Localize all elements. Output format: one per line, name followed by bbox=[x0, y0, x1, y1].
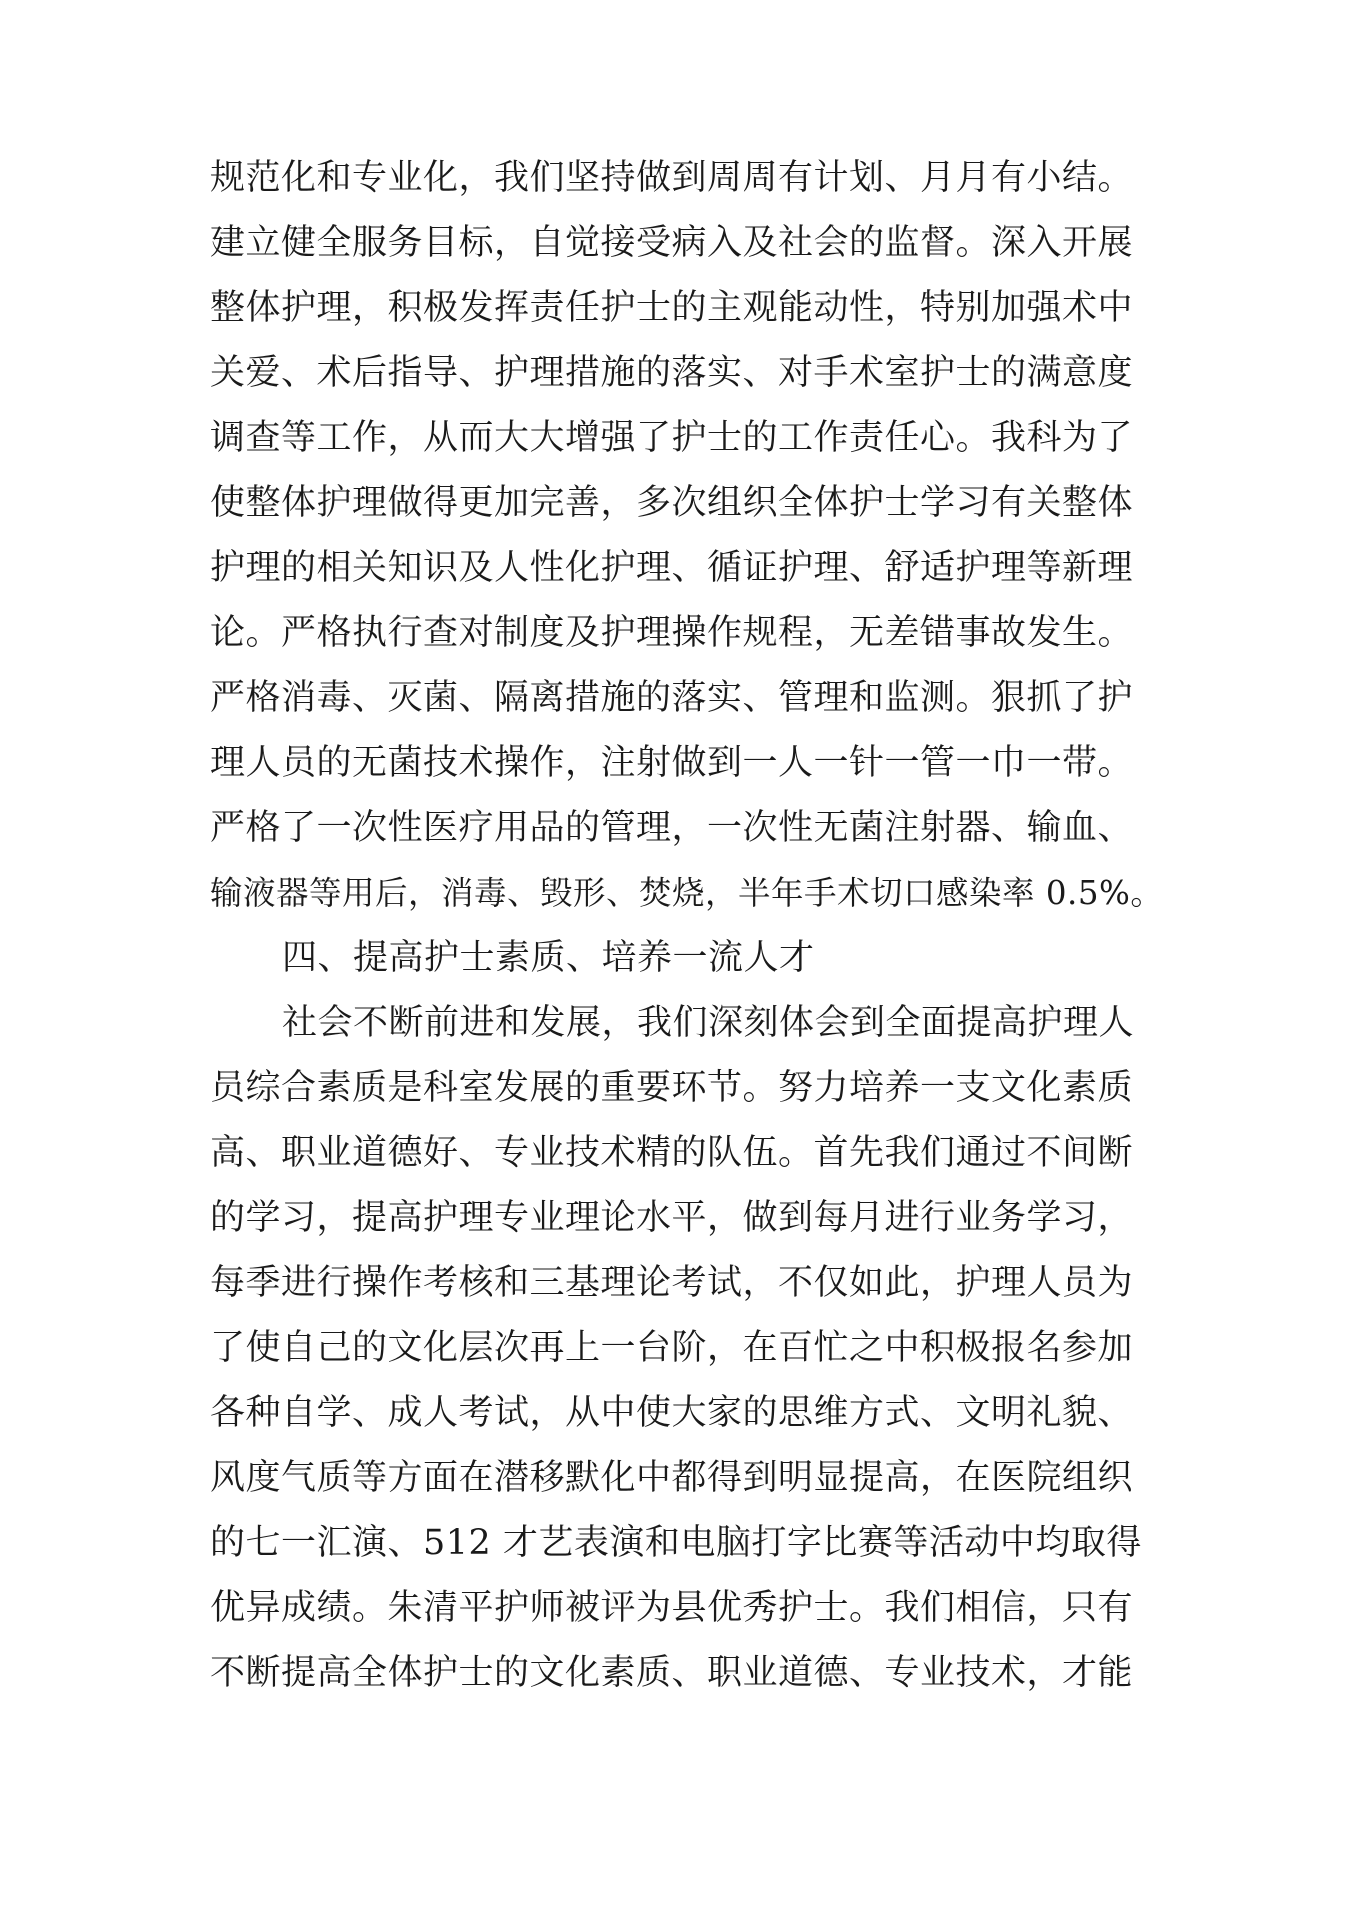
text-line: 规范化和专业化，我们坚持做到周周有计划、月月有小结。 bbox=[210, 158, 1134, 198]
text-line: 员综合素质是科室发展的重要环节。努力培养一支文化素质 bbox=[210, 1068, 1134, 1108]
text-line: 优异成绩。朱清平护师被评为县优秀护士。我们相信，只有 bbox=[210, 1588, 1134, 1628]
text-line: 护理的相关知识及人性化护理、循证护理、舒适护理等新理 bbox=[210, 548, 1134, 588]
text-line: 各种自学、成人考试，从中使大家的思维方式、文明礼貌、 bbox=[210, 1393, 1134, 1433]
text-line: 风度气质等方面在潜移默化中都得到明显提高，在医院组织 bbox=[210, 1458, 1134, 1498]
text-line: 整体护理，积极发挥责任护士的主观能动性，特别加强术中 bbox=[210, 288, 1134, 328]
text-line: 高、职业道德好、专业技术精的队伍。首先我们通过不间断 bbox=[210, 1133, 1134, 1173]
text-line: 四、提高护士素质、培养一流人才 bbox=[282, 938, 815, 978]
text-line: 严格了一次性医疗用品的管理，一次性无菌注射器、输血、 bbox=[210, 808, 1134, 848]
text-line: 调查等工作，从而大大增强了护士的工作责任心。我科为了 bbox=[210, 418, 1134, 458]
text-line: 社会不断前进和发展，我们深刻体会到全面提高护理人 bbox=[282, 1003, 1135, 1043]
text-line: 的学习，提高护理专业理论水平，做到每月进行业务学习， bbox=[210, 1198, 1134, 1238]
text-line: 论。严格执行查对制度及护理操作规程，无差错事故发生。 bbox=[210, 613, 1134, 653]
text-line: 了使自己的文化层次再上一台阶，在百忙之中积极报名参加 bbox=[210, 1328, 1134, 1368]
text-line: 使整体护理做得更加完善，多次组织全体护士学习有关整体 bbox=[210, 483, 1134, 523]
text-line: 每季进行操作考核和三基理论考试，不仅如此，护理人员为 bbox=[210, 1263, 1134, 1303]
document-body bbox=[210, 146, 1170, 1706]
text-line: 建立健全服务目标，自觉接受病入及社会的监督。深入开展 bbox=[210, 223, 1134, 263]
text-line: 不断提高全体护士的文化素质、职业道德、专业技术，才能 bbox=[210, 1653, 1134, 1693]
text-line: 输液器等用后，消毒、毁形、焚烧，半年手术切口感染率 0.5%。 bbox=[210, 874, 1164, 912]
text-line: 严格消毒、灭菌、隔离措施的落实、管理和监测。狠抓了护 bbox=[210, 678, 1134, 718]
text-line: 理人员的无菌技术操作，注射做到一人一针一管一巾一带。 bbox=[210, 743, 1134, 783]
text-line: 的七一汇演、512 才艺表演和电脑打字比赛等活动中均取得 bbox=[210, 1523, 1142, 1563]
text-line: 关爱、术后指导、护理措施的落实、对手术室护士的满意度 bbox=[210, 353, 1134, 393]
